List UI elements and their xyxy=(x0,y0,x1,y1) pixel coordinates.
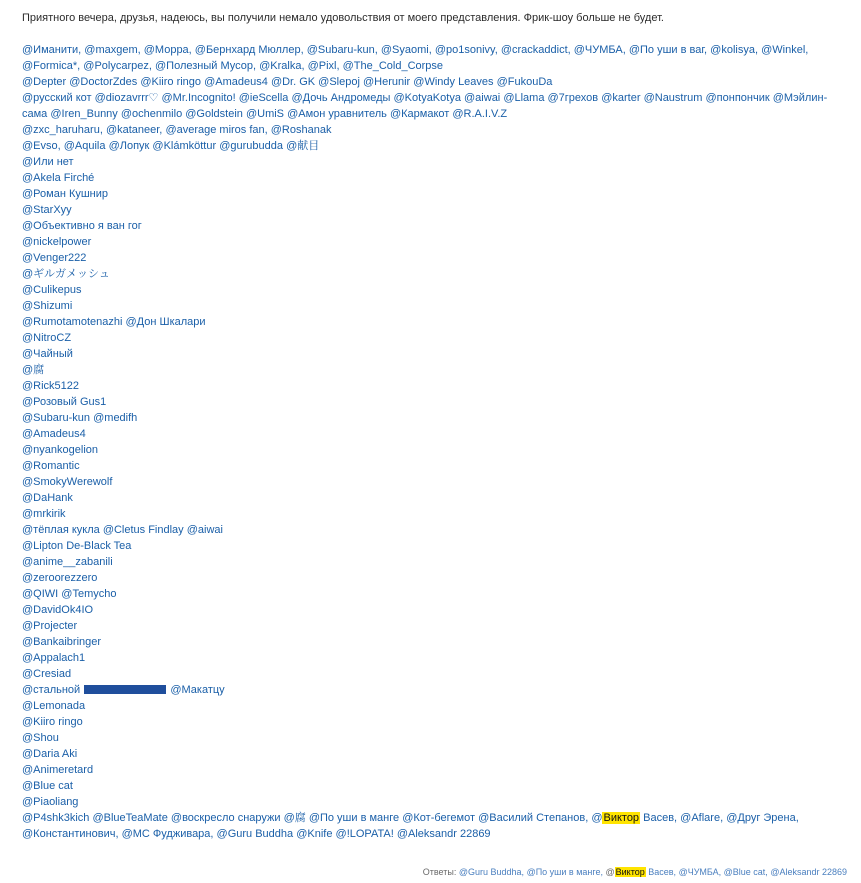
mention-line xyxy=(22,330,847,346)
mention-link[interactable]: @SmokyWerewolf xyxy=(22,475,113,488)
mention-link[interactable]: @Kralka, xyxy=(259,59,305,72)
mention-link[interactable]: @Llama xyxy=(503,91,545,104)
mention-line xyxy=(22,250,847,266)
mention-link[interactable]: @Амон уравнитель xyxy=(287,107,387,120)
mention-link[interactable]: @aiwai xyxy=(464,91,501,104)
mention-link[interactable]: @Иманити, xyxy=(22,43,82,56)
mention-line xyxy=(22,186,847,202)
mention-link[interactable]: @Объективно я ван гог xyxy=(22,219,142,232)
mention-link[interactable]: @R.A.I.V.Z xyxy=(452,107,508,120)
mention-link[interactable]: @DaHank xyxy=(22,491,73,504)
mention-link[interactable]: @QIWI xyxy=(22,587,59,600)
intro-paragraph: Приятного вечера, друзья, надеюсь, вы получили немало удовольствия от моего представления. Фрик-шоу больше не будет. xyxy=(22,12,664,24)
mention-link[interactable]: @Aflare, xyxy=(680,811,724,824)
mention-link[interactable]: @Моppa, xyxy=(143,43,192,56)
mention-link[interactable]: @Дон Шкалари xyxy=(125,315,206,328)
mention-link[interactable]: @kolisya, xyxy=(710,43,759,56)
mention-line xyxy=(22,666,847,682)
mention-at-sign: @ xyxy=(591,811,603,824)
mention-link[interactable]: @Бернхард Мюллер, xyxy=(194,43,304,56)
mention-link[interactable]: @тёплая кукла xyxy=(22,523,100,536)
mention-line xyxy=(22,714,847,730)
mention-line xyxy=(22,170,847,186)
mention-link[interactable]: @Shou xyxy=(22,731,59,744)
mention-link[interactable]: @стальной xyxy=(22,683,81,696)
mention-link[interactable]: @maxgem, xyxy=(84,43,141,56)
mention-paragraph-3 xyxy=(22,90,847,122)
mention-link[interactable]: @Kiiro ringo xyxy=(22,715,83,728)
mention-link[interactable]: @Amadeus4 xyxy=(204,75,268,88)
mention-link[interactable]: @average miros fan, xyxy=(165,123,268,136)
mention-line xyxy=(22,618,847,634)
mention-link[interactable]: @Aleksandr 22869 xyxy=(770,867,847,877)
mention-link[interactable]: @Slepoj xyxy=(318,75,360,88)
mention-link[interactable]: @Evso, xyxy=(22,139,61,152)
mention-link[interactable]: @Goldstein xyxy=(185,107,243,120)
mention-paragraph-5 xyxy=(22,138,847,154)
mention-line xyxy=(22,378,847,394)
mention-link[interactable]: @Василий Степанов, xyxy=(478,811,589,824)
mention-link[interactable]: Васев, xyxy=(643,811,678,824)
mention-link[interactable]: @Venger222 xyxy=(22,251,87,264)
mention-link[interactable]: @medifh xyxy=(93,411,138,424)
mention-link[interactable]: @Subaru-kun xyxy=(22,411,91,424)
mention-link[interactable]: @Кот-бегемот xyxy=(402,811,476,824)
mention-link[interactable]: @Polycarpez, xyxy=(83,59,152,72)
mention-link[interactable]: @Или нет xyxy=(22,155,74,168)
mention-link[interactable]: @The_Cold_Corpse xyxy=(342,59,444,72)
mention-line xyxy=(22,234,847,250)
mention-link[interactable]: @Winkel, xyxy=(761,43,809,56)
mention-link[interactable]: @diozavrrr♡ xyxy=(94,91,159,104)
mention-link[interactable]: @Iren_Bunny xyxy=(50,107,118,120)
mention-link[interactable]: @Константинович, xyxy=(22,827,119,840)
mention-link[interactable]: @Cletus Findlay xyxy=(102,523,184,536)
mention-paragraph-4 xyxy=(22,122,847,138)
mention-line xyxy=(22,314,847,330)
mention-line xyxy=(22,634,847,650)
mention-link[interactable]: @anime__zabanili xyxy=(22,555,113,568)
mention-link[interactable]: @Kiiro ringo xyxy=(140,75,202,88)
mention-link[interactable]: @Cresiad xyxy=(22,667,72,680)
mention-link[interactable]: @Depter xyxy=(22,75,67,88)
mention-line xyxy=(22,602,847,618)
mention-link[interactable]: @Guru Buddha xyxy=(216,827,294,840)
mention-link[interactable]: @ЧУМБА, xyxy=(678,867,722,877)
mention-line xyxy=(22,202,847,218)
mention-link[interactable]: @Daria Aki xyxy=(22,747,78,760)
mention-line xyxy=(22,474,847,490)
mention-line xyxy=(22,346,847,362)
mention-at-sign: @ xyxy=(605,867,615,877)
mention-link[interactable]: @aiwai xyxy=(186,523,223,536)
mention-line xyxy=(22,410,847,426)
mention-single-lines-1 xyxy=(22,154,847,682)
mention-line xyxy=(22,762,847,778)
mention-line xyxy=(22,746,847,762)
mention-link[interactable]: @Bankaibringer xyxy=(22,635,102,648)
mention-line xyxy=(22,490,847,506)
mention-line xyxy=(22,698,847,714)
mention-link[interactable]: @Shizumi xyxy=(22,299,73,312)
mention-line xyxy=(22,522,847,538)
mention-line xyxy=(22,538,847,554)
mention-link[interactable]: @gurubudda xyxy=(219,139,283,152)
mention-link[interactable]: @Windy Leaves xyxy=(413,75,494,88)
mention-link[interactable]: @po1sonivy, xyxy=(434,43,498,56)
mention-link[interactable]: Васев, xyxy=(648,867,677,877)
mention-link[interactable]: @Rick5122 xyxy=(22,379,80,392)
mention-link[interactable]: @kataneer, xyxy=(105,123,163,136)
mention-link[interactable]: @ギルガメッシュ xyxy=(22,267,110,280)
mention-link[interactable]: @!LOPATA! xyxy=(335,827,394,840)
mention-link[interactable]: @Лопук xyxy=(108,139,150,152)
mention-link[interactable]: @Roshanak xyxy=(270,123,332,136)
mention-link[interactable]: @ieScella xyxy=(238,91,289,104)
mention-link[interactable]: @По уши в манге, xyxy=(526,867,603,877)
mention-link[interactable]: @Formica*, xyxy=(22,59,81,72)
mention-link[interactable]: @воскресло снаружи xyxy=(170,811,281,824)
mention-link[interactable]: @P4shk3kich xyxy=(22,811,90,824)
mention-link[interactable]: @Animeretard xyxy=(22,763,94,776)
mention-link[interactable]: @Projecter xyxy=(22,619,78,632)
mention-line xyxy=(22,794,847,810)
mention-line xyxy=(22,570,847,586)
mention-link[interactable]: @Temycho xyxy=(61,587,117,600)
mention-link[interactable]: @Herunir xyxy=(362,75,411,88)
mention-line xyxy=(22,298,847,314)
mention-link[interactable]: @StarXyy xyxy=(22,203,72,216)
mention-link[interactable]: @понпончик xyxy=(705,91,770,104)
mention-line xyxy=(22,394,847,410)
mention-link[interactable]: @Роман Кушнир xyxy=(22,187,109,200)
mention-line xyxy=(22,218,847,234)
mention-link[interactable]: @Guru Buddha, xyxy=(458,867,525,877)
mention-line xyxy=(22,426,847,442)
mention-link[interactable]: @DoctorZdes xyxy=(69,75,138,88)
mention-link[interactable]: @Lemonada xyxy=(22,699,86,712)
mention-link[interactable]: @crackaddict, xyxy=(500,43,571,56)
mention-line xyxy=(22,154,847,170)
mention-line xyxy=(22,586,847,602)
mention-line xyxy=(22,458,847,474)
mention-link[interactable]: @腐 xyxy=(22,363,45,376)
mention-link[interactable]: @zxc_haruharu, xyxy=(22,123,103,136)
mention-link[interactable]: @nyankogelion xyxy=(22,443,98,456)
mention-link[interactable]: @Дочь Андромеды xyxy=(291,91,391,104)
mention-link[interactable]: @KotyaKotya xyxy=(393,91,461,104)
mention-link[interactable]: @Друг Эрена, xyxy=(726,811,799,824)
mention-link[interactable]: @Lipton De-Black Tea xyxy=(22,539,132,552)
mention-link[interactable]: @Кармакот xyxy=(389,107,450,120)
mention-link[interactable]: @Aleksandr 22869 xyxy=(396,827,491,840)
mention-link[interactable]: @BlueTeaMate xyxy=(92,811,168,824)
mention-line xyxy=(22,442,847,458)
mention-link[interactable]: @Naustrum xyxy=(643,91,703,104)
mention-link[interactable]: @Amadeus4 xyxy=(22,427,86,440)
mention-link[interactable]: @Pixl, xyxy=(307,59,340,72)
mention-line xyxy=(22,650,847,666)
mention-link[interactable]: @献目 xyxy=(286,139,320,152)
mention-link[interactable]: @По уши в ваг, xyxy=(628,43,708,56)
mention-link[interactable]: @Culikepus xyxy=(22,283,82,296)
mention-link[interactable]: @Mr.Incognito! xyxy=(161,91,236,104)
mention-line xyxy=(22,362,847,378)
mention-link[interactable]: @Чайный xyxy=(22,347,73,360)
mention-link[interactable]: @русский кот xyxy=(22,91,92,104)
replies-label: Ответы: xyxy=(422,867,459,877)
mentions-block xyxy=(22,42,847,842)
mention-link[interactable]: @腐 xyxy=(283,811,306,824)
mention-link[interactable]: @FukouDa xyxy=(496,75,553,88)
mention-link[interactable]: @Blue cat, xyxy=(723,867,768,877)
mention-link[interactable]: @NitroCZ xyxy=(22,331,72,344)
mention-paragraph-final xyxy=(22,810,847,842)
mention-link[interactable]: @Макатцу xyxy=(170,683,225,696)
mention-link[interactable]: @Klámköttur xyxy=(152,139,217,152)
mention-link[interactable]: @По уши в манге xyxy=(308,811,400,824)
highlighted-name: Виктор xyxy=(603,811,640,824)
mention-link[interactable]: @Aquila xyxy=(63,139,106,152)
mention-line xyxy=(22,282,847,298)
redaction-bar xyxy=(84,685,166,694)
mention-link[interactable]: @Piaoliang xyxy=(22,795,79,808)
mention-line xyxy=(22,730,847,746)
mention-link[interactable]: @Розовый Gus1 xyxy=(22,395,107,408)
mention-link[interactable]: @Мэйлин-сама xyxy=(22,91,828,120)
mention-link[interactable]: @UmiS xyxy=(245,107,285,120)
mention-link[interactable]: @Knife xyxy=(296,827,333,840)
mention-line xyxy=(22,554,847,570)
mention-link[interactable]: @ochenmilo xyxy=(120,107,183,120)
mention-link[interactable]: @mrkirik xyxy=(22,507,66,520)
mention-paragraph-1 xyxy=(22,42,847,74)
mention-link[interactable]: @7грехов xyxy=(547,91,599,104)
mention-link[interactable]: @Appalach1 xyxy=(22,651,86,664)
mention-line-redacted xyxy=(22,682,847,698)
mention-link[interactable]: @Syaomi, xyxy=(380,43,432,56)
mention-link[interactable]: @Akela Firché xyxy=(22,171,95,184)
mention-link[interactable]: @DavidOk4IO xyxy=(22,603,94,616)
mention-line xyxy=(22,506,847,522)
mention-paragraph-2 xyxy=(22,74,847,90)
mention-link[interactable]: @Полезный Мусор, xyxy=(155,59,257,72)
mention-single-lines-2 xyxy=(22,698,847,810)
mention-line xyxy=(22,266,847,282)
highlighted-name: Виктор xyxy=(615,867,645,877)
mention-link[interactable]: @ЧУМБА, xyxy=(573,43,626,56)
mention-link[interactable]: @Blue cat xyxy=(22,779,73,792)
mention-link[interactable]: @nickelpower xyxy=(22,235,92,248)
replies-footer xyxy=(423,867,847,877)
mention-link[interactable]: @Subaru-kun, xyxy=(306,43,378,56)
mention-link[interactable]: @Romantic xyxy=(22,459,80,472)
mention-link[interactable]: @zeroorezzero xyxy=(22,571,98,584)
mention-link[interactable]: @MC Фудживара, xyxy=(121,827,214,840)
mention-line xyxy=(22,778,847,794)
mention-link[interactable]: @karter xyxy=(601,91,641,104)
mention-link[interactable]: @Dr. GK xyxy=(270,75,316,88)
mention-link[interactable]: @Rumotamotenazhi xyxy=(22,315,123,328)
